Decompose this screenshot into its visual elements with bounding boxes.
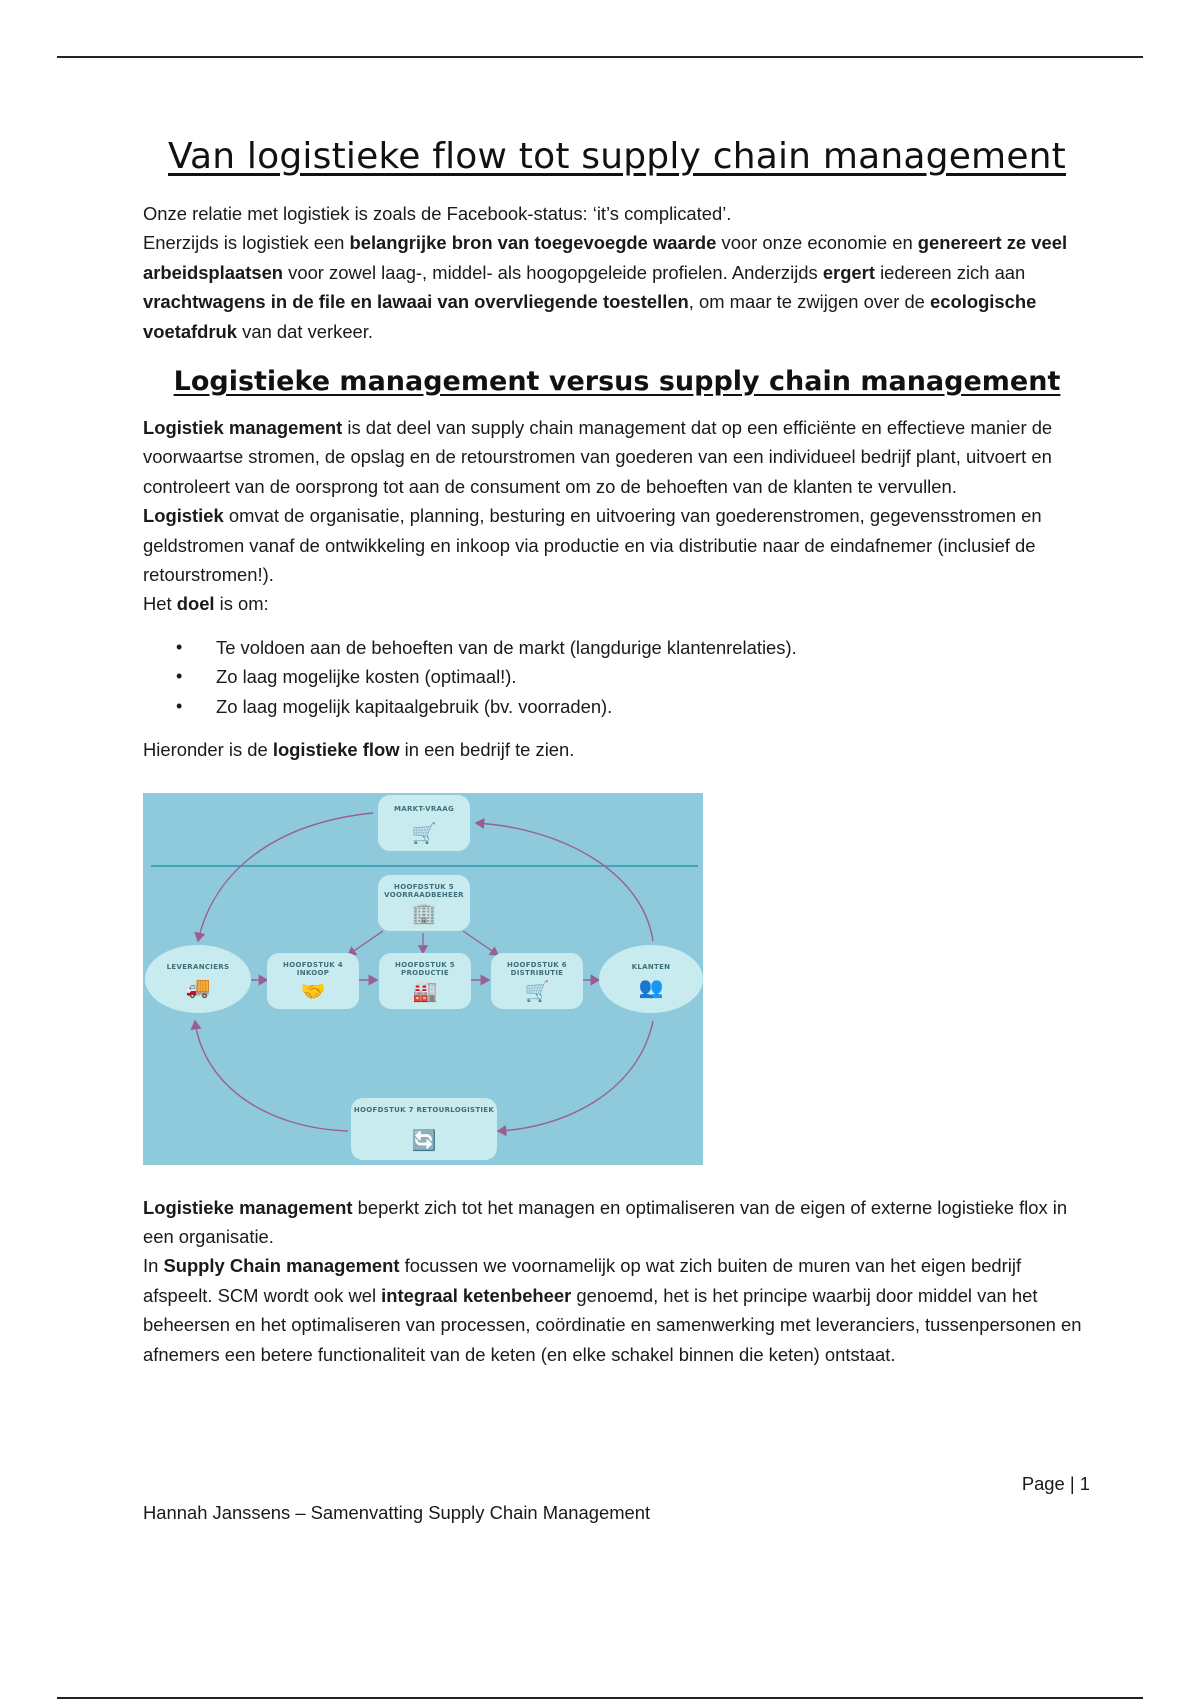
after-paragraph-1: Logistieke management beperkt zich tot het managen en optimaliseren van de eigen of externe logistieke flox in een organisatie. [143, 1196, 1068, 1247]
goal-list [143, 633, 1091, 721]
page-content [143, 136, 1091, 1369]
handshake-icon: 🤝 [300, 980, 326, 1003]
section-paragraph-4: Hieronder is de logistieke flow in een bedrijf te zien. [143, 739, 575, 761]
page-title: Van logistieke flow tot supply chain management [167, 136, 1066, 177]
header-rule [57, 56, 1143, 58]
arrow-retour-leveranciers [195, 1021, 348, 1131]
intro-paragraph-2: Enerzijds is logistiek een belangrijke bron van toegevoegde waarde voor onze economie en genereert ze veel arbeidsplaatsen voor zowel laag-, middel- als hoogopgeleide profielen. Anderzijds ergert iedereen zich aan vrachtwagens in de file en lawaai van overvliegende toestellen, om maar te zwijgen over de ecologische voetafdruk van dat verkeer. [143, 232, 1068, 342]
section-heading: Logistieke management versus supply chain management [173, 366, 1061, 398]
node-leveranciers: LEVERANCIERS 🚚 [145, 945, 251, 1013]
factory-icon: 🏭 [412, 980, 438, 1003]
list-item: • Zo laag mogelijk kapitaalgebruik (bv. voorraden). [216, 692, 1091, 721]
logistics-flow-diagram [143, 793, 703, 1165]
page-number: Page | 1 [1021, 1473, 1090, 1494]
node-marktvraag: MARKT-VRAAG 🛒 [378, 795, 470, 851]
footer-rule [57, 1697, 1143, 1699]
list-item: • Zo laag mogelijke kosten (optimaal!). [216, 662, 1091, 691]
warehouse-icon: 🏢 [411, 902, 437, 925]
arrow-voorraad-inkoop [348, 931, 383, 955]
hand-truck-icon: 🛒 [524, 980, 550, 1003]
section-paragraph-1: Logistiek management is dat deel van supply chain management dat op een efficiënte en effectieve manier de voorwaartse stromen, de opslag en de retourstromen van goederen van een individueel bedrijf plant, uitvoert en controleert van de oorsprong tot aan de consument om zo de behoeften van de klanten te vervullen. [143, 417, 1053, 497]
node-klanten: KLANTEN 👥 [599, 945, 703, 1013]
return-cycle-icon: 🔄 [411, 1129, 437, 1152]
node-inkoop: HOOFDSTUK 4 INKOOP 🤝 [267, 953, 359, 1009]
after-paragraph-2: In Supply Chain management focussen we voornamelijk op wat zich buiten de muren van het eigen bedrijf afspeelt. SCM wordt ook wel integraal ketenbeheer genoemd, het is het principe waarbij door middel van het beheersen en het optimaliseren van processen, coördinatie en samenwerking met leveranciers, tussenpersonen en afnemers een betere functionaliteit van de keten (en elke schakel binnen die keten) ontstaat. [143, 1255, 1082, 1365]
truck-icon: 🚚 [185, 976, 211, 999]
cart-icon: 🛒 [411, 822, 437, 845]
arrow-klanten-retour [498, 1021, 653, 1131]
section-paragraph-2: Logistiek omvat de organisatie, planning, besturing en uitvoering van goederenstromen, gegevensstromen en geldstromen vanaf de ontwikkeling en inkoop via productie en via distributie naar de eindafnemer (inclusief de retourstromen!). [143, 505, 1042, 586]
node-distributie: HOOFDSTUK 6 DISTRIBUTIE 🛒 [491, 953, 583, 1009]
arrow-klanten-markt [476, 823, 653, 941]
section-paragraph-3: Het doel is om: [143, 593, 269, 615]
arrow-markt-leveranciers [198, 813, 373, 941]
node-voorraadbeheer: HOOFDSTUK 5 VOORRAADBEHEER 🏢 [378, 875, 470, 931]
node-retourlogistiek: HOOFDSTUK 7 RETOURLOGISTIEK 🔄 [351, 1098, 497, 1160]
customers-icon: 👥 [638, 976, 664, 999]
arrow-voorraad-distributie [463, 931, 498, 955]
list-item: • Te voldoen aan de behoeften van de markt (langdurige klantenrelaties). [216, 633, 1091, 662]
intro-paragraph-1: Onze relatie met logistiek is zoals de Facebook-status: ‘it’s complicated’. [143, 203, 732, 224]
footer-author: Hannah Janssens – Samenvatting Supply Chain Management [143, 1502, 651, 1523]
node-productie: HOOFDSTUK 5 PRODUCTIE 🏭 [379, 953, 471, 1009]
